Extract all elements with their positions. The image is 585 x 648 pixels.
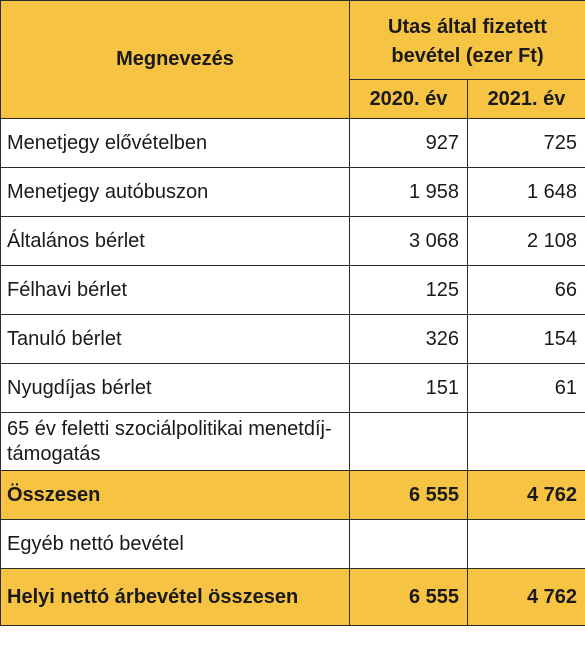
value-2020: 151 (350, 364, 468, 413)
table-row (1, 168, 585, 217)
name-column-header: Megnevezés (1, 1, 350, 119)
value-2021: 61 (468, 364, 585, 413)
value-2021: 2 108 (468, 217, 585, 266)
other-2020 (350, 520, 468, 569)
value-2021 (468, 413, 585, 471)
grand-total-2021: 4 762 (468, 569, 585, 626)
row-label: Menetjegy autóbuszon (1, 168, 350, 217)
other-2021 (468, 520, 585, 569)
total-label: Összesen (1, 471, 350, 520)
table-row (1, 217, 585, 266)
grand-total-label: Helyi nettó árbevétel összesen (1, 569, 350, 626)
total-2021: 4 762 (468, 471, 585, 520)
total-2020: 6 555 (350, 471, 468, 520)
other-label: Egyéb nettó bevétel (1, 520, 350, 569)
value-2021: 725 (468, 119, 585, 168)
value-2021: 66 (468, 266, 585, 315)
grand-total-2020: 6 555 (350, 569, 468, 626)
value-2020 (350, 413, 468, 471)
revenue-group-header: Utas által fizetett bevétel (ezer Ft) (350, 1, 585, 80)
value-2020: 125 (350, 266, 468, 315)
table-row (1, 413, 585, 471)
value-2021: 1 648 (468, 168, 585, 217)
table-row (1, 315, 585, 364)
value-2020: 3 068 (350, 217, 468, 266)
row-label: Általános bérlet (1, 217, 350, 266)
other-revenue-row (1, 520, 585, 569)
year-2021-header: 2021. év (468, 80, 585, 119)
value-2020: 1 958 (350, 168, 468, 217)
table-row (1, 119, 585, 168)
table-row (1, 364, 585, 413)
value-2020: 326 (350, 315, 468, 364)
table-row (1, 266, 585, 315)
total-row (1, 471, 585, 520)
row-label: Tanuló bérlet (1, 315, 350, 364)
row-label: Nyugdíjas bérlet (1, 364, 350, 413)
row-label: Menetjegy elővételben (1, 119, 350, 168)
grand-total-row (1, 569, 585, 626)
row-label: 65 év feletti szociálpolitikai menetdíj-támogatás (1, 413, 350, 471)
year-2020-header: 2020. év (350, 80, 468, 119)
row-label: Félhavi bérlet (1, 266, 350, 315)
value-2020: 927 (350, 119, 468, 168)
value-2021: 154 (468, 315, 585, 364)
